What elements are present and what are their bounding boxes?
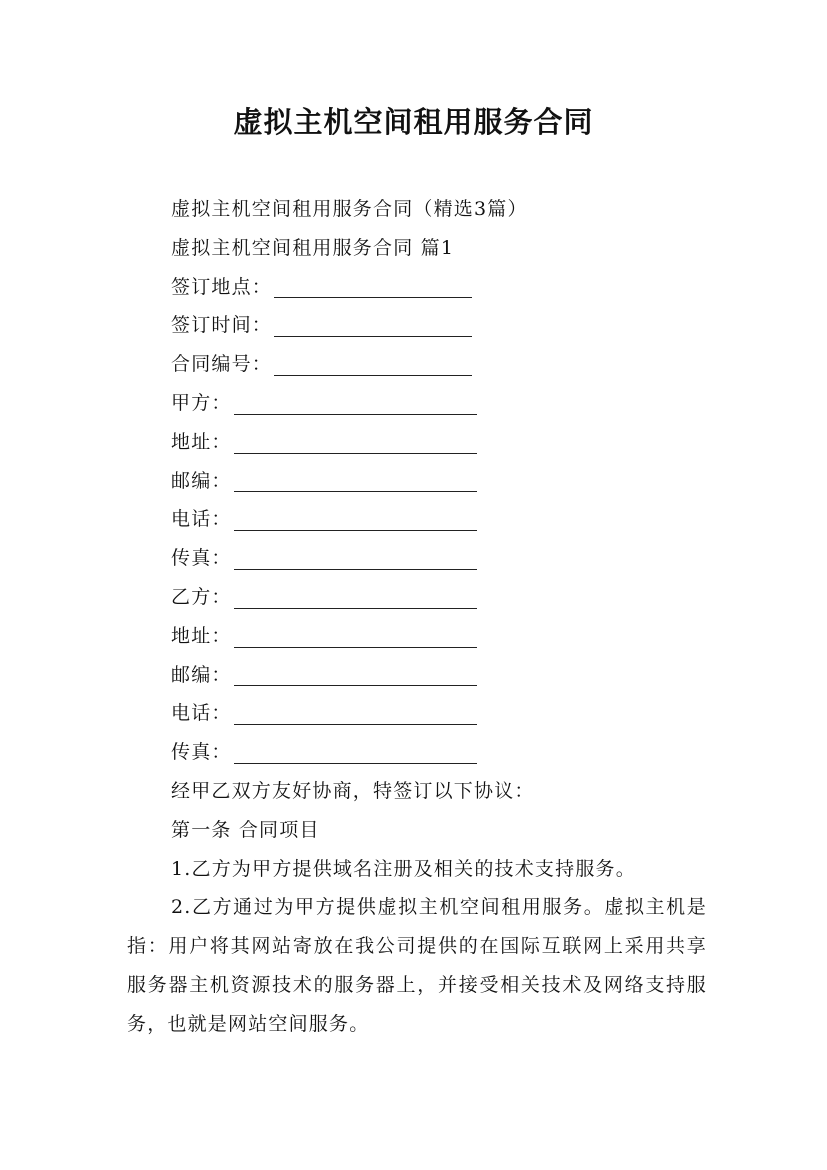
party-b-fax-blank [234, 762, 477, 764]
signing-place-blank [274, 296, 472, 298]
party-b-postcode-field [127, 656, 707, 695]
clause-1: 1.乙方为甲方提供域名注册及相关的技术支持服务。 [171, 857, 636, 880]
party-b-address-label: 地址： [171, 624, 232, 647]
signing-time-label: 签订时间： [171, 314, 273, 337]
section-heading: 虚拟主机空间租用服务合同 篇1 [171, 236, 455, 259]
contract-number-blank [274, 374, 472, 376]
party-b-phone-blank [234, 723, 477, 725]
party-a-phone-blank [234, 529, 477, 531]
clause-2: 2.乙方通过为甲方提供虚拟主机空间租用服务。虚拟主机是指：用户将其网站寄放在我公司提供的在国际互联网上采用共享服务器主机资源技术的服务器上，并接受相关技术及网络支持服务，也就是网站空间服务。 [127, 896, 707, 1035]
intro-paragraph: 经甲乙双方友好协商，特签订以下协议： [171, 779, 535, 802]
contract-number-label: 合同编号： [171, 353, 273, 376]
document-body [127, 190, 707, 1044]
party-a-postcode-blank [234, 490, 477, 492]
signing-time-blank [274, 335, 472, 337]
party-a-phone-field [127, 500, 707, 539]
party-b-label: 乙方： [171, 585, 232, 608]
party-b-postcode-blank [234, 684, 477, 686]
party-b-fax-label: 传真： [171, 741, 232, 764]
party-a-fax-label: 传真： [171, 547, 232, 570]
party-b-phone-label: 电话： [171, 702, 232, 725]
party-a-phone-label: 电话： [171, 508, 232, 531]
party-a-fax-field [127, 539, 707, 578]
contract-number-field [127, 345, 707, 384]
document-subtitle: 虚拟主机空间租用服务合同（精选3篇） [171, 198, 528, 220]
party-a-address-blank [234, 452, 477, 454]
signing-time-field [127, 306, 707, 345]
party-b-address-field [127, 617, 707, 656]
party-a-address-field [127, 423, 707, 462]
party-b-fax-field [127, 733, 707, 772]
signing-place-field [127, 268, 707, 307]
party-a-field [127, 384, 707, 423]
party-a-fax-blank [234, 568, 477, 570]
party-b-field [127, 578, 707, 617]
party-b-phone-field [127, 694, 707, 733]
party-a-postcode-label: 邮编： [171, 469, 232, 492]
party-a-label: 甲方： [171, 391, 232, 414]
party-b-postcode-label: 邮编： [171, 663, 232, 686]
signing-place-label: 签订地点： [171, 275, 273, 298]
party-b-address-blank [234, 646, 477, 648]
party-a-address-label: 地址： [171, 430, 232, 453]
party-a-postcode-field [127, 462, 707, 501]
document-title: 虚拟主机空间租用服务合同 [233, 105, 594, 139]
article-1-heading: 第一条 合同项目 [171, 818, 320, 841]
party-b-blank [234, 607, 477, 609]
party-a-blank [234, 413, 477, 415]
